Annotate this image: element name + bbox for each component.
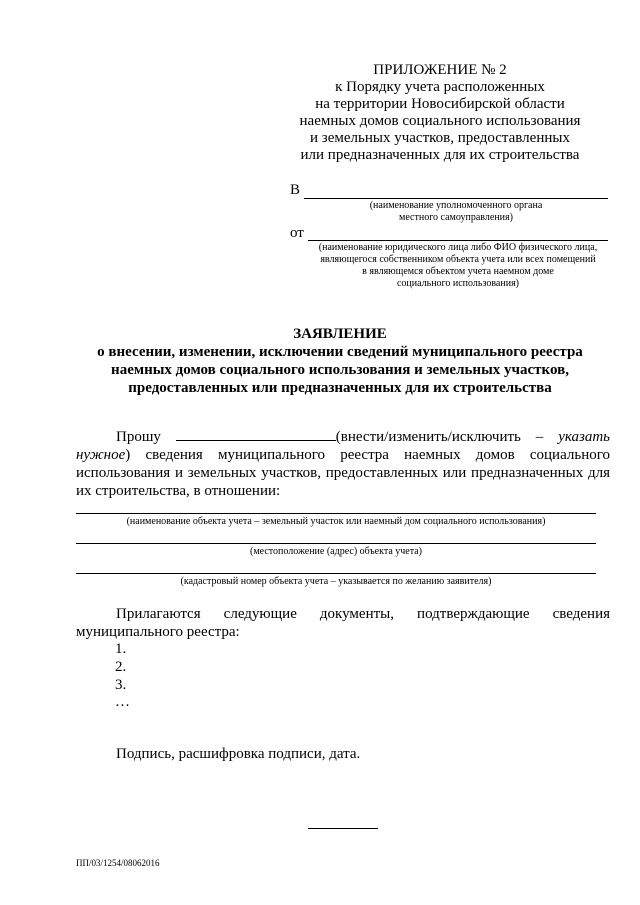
to-hint-line: (наименование уполномоченного органа (369, 200, 543, 211)
location-hint: (местоположение (адрес) объекта учета) (250, 546, 422, 557)
from-hint (308, 242, 608, 290)
attachment-item: 3. (115, 677, 127, 693)
attachment-item: … (115, 694, 130, 710)
attachments-line-2: муниципального реестра: (76, 624, 240, 640)
request-choice: (внести/изменить/исключить – (335, 429, 544, 445)
object-hint: (наименование объекта учета – земельный участок или наемный дом социального использования) (126, 516, 546, 527)
appendix-line: или предназначенных для их строительства (300, 147, 580, 163)
attachments-text: Прилагаются следующие документы, подтверждающие сведения (116, 606, 610, 622)
request-choice-field[interactable] (176, 428, 336, 441)
from-hint-line: являющегося собственником объекта учета или всех помещений (320, 254, 596, 265)
appendix-line: наемных домов социального использования (299, 113, 581, 129)
title-heading: ЗАЯВЛЕНИЕ (293, 326, 387, 342)
request-note: указать (558, 429, 610, 445)
from-label: от (290, 225, 304, 241)
from-hint-line: в являющемся объектом учета наемном доме (362, 266, 554, 277)
cadastral-hint: (кадастровый номер объекта учета – указывается по желанию заявителя) (180, 576, 492, 587)
from-hint-line: социального использования) (396, 278, 520, 289)
appendix-line: и земельных участков, предоставленных (310, 130, 570, 146)
end-divider (308, 828, 378, 829)
location-field-line[interactable] (76, 543, 596, 544)
object-field-line[interactable] (76, 513, 596, 514)
title-line: наемных домов социального использования и земельных участков, (111, 362, 569, 378)
request-word: Прошу (116, 429, 161, 445)
to-hint-line: местного самоуправления) (399, 212, 513, 223)
attachment-item: 1. (115, 641, 127, 657)
title-line: предоставленных или предназначенных для их строительства (128, 380, 552, 396)
attachment-item: 2. (115, 659, 127, 675)
request-line-2 (76, 446, 610, 464)
to-label: В (290, 182, 301, 198)
request-text: ) сведения муниципального реестра наемных домов социального (125, 447, 610, 463)
from-hint-line: (наименование юридического лица либо ФИО физического лица, (318, 242, 598, 253)
to-hint (304, 200, 608, 224)
attachments-line-1 (76, 605, 610, 623)
request-line-3: использования и земельных участков, предоставленных или предназначенных для (76, 465, 610, 481)
appendix-header (270, 62, 610, 164)
request-paragraph (76, 428, 610, 500)
title-line: о внесении, изменении, исключении сведений муниципального реестра (97, 344, 583, 360)
appendix-number: ПРИЛОЖЕНИЕ № 2 (373, 62, 507, 78)
attachments-paragraph (76, 605, 610, 641)
footer-code: ПП/03/1254/08062016 (76, 858, 160, 868)
request-line-4: их строительства, в отношении: (76, 483, 281, 499)
request-note: нужное (76, 447, 126, 463)
to-field-line[interactable] (304, 198, 608, 199)
appendix-line: к Порядку учета расположенных (335, 79, 545, 95)
signature-text: Подпись, расшифровка подписи, дата. (116, 746, 361, 762)
request-line-1 (76, 428, 610, 446)
document-title (60, 325, 620, 397)
appendix-line: на территории Новосибирской области (315, 96, 565, 112)
signature-line (76, 745, 610, 763)
from-field-line[interactable] (308, 240, 608, 241)
cadastral-field-line[interactable] (76, 573, 596, 574)
